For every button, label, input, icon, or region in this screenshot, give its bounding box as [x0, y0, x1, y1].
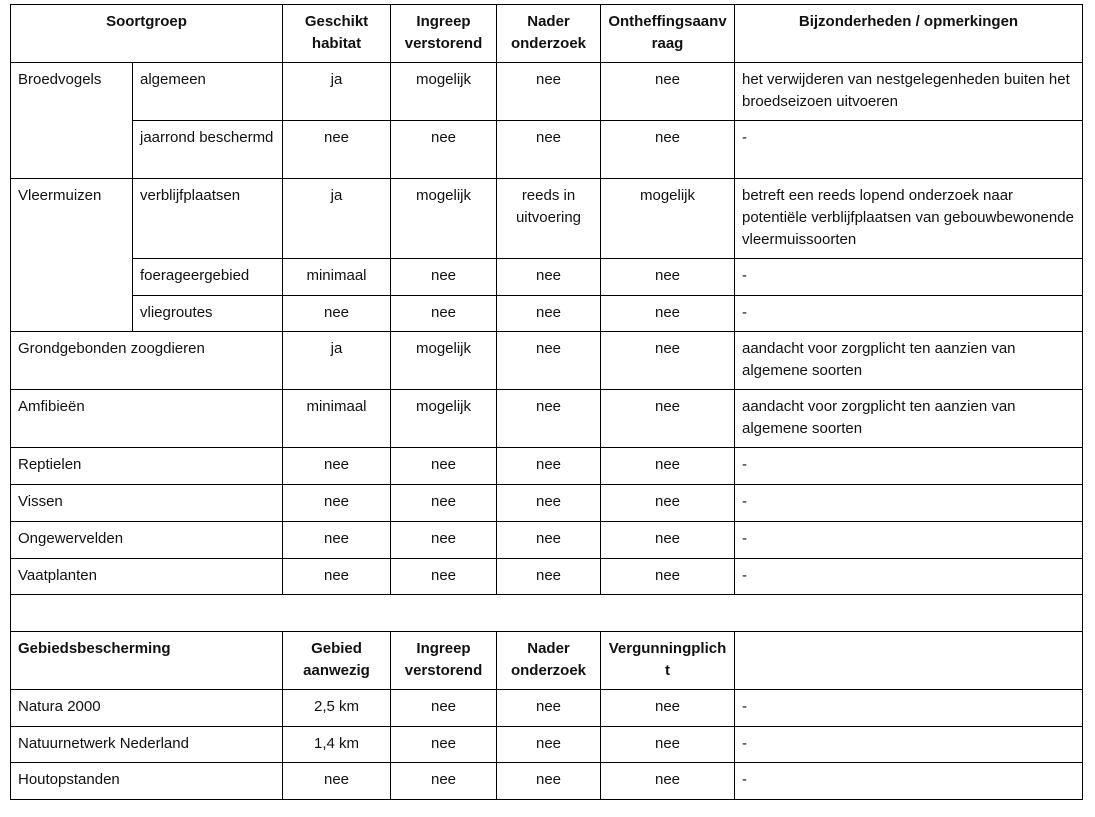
spacer-row [11, 595, 1083, 632]
cell-habitat: nee [283, 121, 391, 179]
cell-nader: nee [497, 727, 601, 763]
row-name: Vaatplanten [11, 559, 283, 595]
cell-ontheffing: nee [601, 448, 735, 485]
cell-nader: nee [497, 259, 601, 296]
header-row [11, 632, 1083, 690]
cell-ontheffing: nee [601, 522, 735, 559]
header-gebiedsbescherming: Gebiedsbescherming [11, 632, 283, 690]
header-nader-onderzoek: Nader onderzoek [497, 632, 601, 690]
row-name: Houtopstanden [11, 763, 283, 800]
table-row [11, 690, 1083, 727]
cell-ingreep: nee [391, 259, 497, 296]
group-name: Vleermuizen [11, 179, 133, 332]
cell-habitat: nee [283, 296, 391, 332]
cell-opmerking: aandacht voor zorgplicht ten aanzien van algemene soorten [735, 332, 1083, 390]
cell-nader: nee [497, 522, 601, 559]
cell-opmerking: - [735, 522, 1083, 559]
cell-ingreep: nee [391, 727, 497, 763]
cell-aanwezig: nee [283, 763, 391, 800]
cell-nader: nee [497, 485, 601, 522]
header-row [11, 5, 1083, 63]
cell-opmerking: - [735, 763, 1083, 800]
cell-ingreep: nee [391, 763, 497, 800]
cell-ingreep: mogelijk [391, 63, 497, 121]
table-row [11, 727, 1083, 763]
header-gebied-aanwezig: Gebied aanwezig [283, 632, 391, 690]
sub-name: algemeen [133, 63, 283, 121]
cell-ontheffing: nee [601, 559, 735, 595]
spacer-cell [11, 595, 1083, 632]
cell-opmerking: - [735, 690, 1083, 727]
header-nader-onderzoek: Nader onderzoek [497, 5, 601, 63]
table-row [11, 63, 1083, 121]
cell-habitat: ja [283, 179, 391, 259]
cell-nader: nee [497, 121, 601, 179]
table-row [11, 763, 1083, 800]
row-name: Natuurnetwerk Nederland [11, 727, 283, 763]
cell-ingreep: nee [391, 296, 497, 332]
cell-ingreep: mogelijk [391, 332, 497, 390]
table-row [11, 448, 1083, 485]
cell-opmerking: - [735, 448, 1083, 485]
cell-opmerking: - [735, 485, 1083, 522]
row-name: Vissen [11, 485, 283, 522]
cell-opmerking: - [735, 121, 1083, 179]
cell-ontheffing: nee [601, 485, 735, 522]
cell-ontheffing: nee [601, 296, 735, 332]
row-name: Ongewervelden [11, 522, 283, 559]
table-row [11, 485, 1083, 522]
cell-ingreep: nee [391, 485, 497, 522]
cell-opmerking: - [735, 296, 1083, 332]
cell-ingreep: nee [391, 448, 497, 485]
cell-ontheffing: nee [601, 121, 735, 179]
cell-habitat: ja [283, 332, 391, 390]
header-ingreep-verstorend: Ingreep verstorend [391, 632, 497, 690]
table-row [11, 296, 1083, 332]
row-name: Natura 2000 [11, 690, 283, 727]
cell-vergunning: nee [601, 763, 735, 800]
table-row [11, 390, 1083, 448]
table-row [11, 259, 1083, 296]
cell-ingreep: nee [391, 559, 497, 595]
species-protection-table [10, 4, 1083, 800]
sub-name: foerageergebied [133, 259, 283, 296]
row-name: Grondgebonden zoogdieren [11, 332, 283, 390]
cell-ontheffing: nee [601, 390, 735, 448]
table-row [11, 332, 1083, 390]
cell-vergunning: nee [601, 690, 735, 727]
cell-nader: nee [497, 296, 601, 332]
header-bijzonderheden: Bijzonderheden / opmerkingen [735, 5, 1083, 63]
table-row [11, 121, 1083, 179]
table-row [11, 522, 1083, 559]
cell-aanwezig: 1,4 km [283, 727, 391, 763]
header-geschikt-habitat: Geschikt habitat [283, 5, 391, 63]
sub-name: vliegroutes [133, 296, 283, 332]
cell-opmerking: - [735, 559, 1083, 595]
cell-opmerking: het verwijderen van nestgelegenheden buiten het broedseizoen uitvoeren [735, 63, 1083, 121]
cell-nader: nee [497, 448, 601, 485]
header-vergunningplicht: Vergunningplicht [601, 632, 735, 690]
cell-ontheffing: mogelijk [601, 179, 735, 259]
cell-ingreep: mogelijk [391, 179, 497, 259]
cell-ingreep: nee [391, 690, 497, 727]
cell-opmerking: betreft een reeds lopend onderzoek naar potentiële verblijfplaatsen van gebouwbewonende vleermuissoorten [735, 179, 1083, 259]
row-name: Reptielen [11, 448, 283, 485]
cell-habitat: nee [283, 559, 391, 595]
cell-opmerking: - [735, 727, 1083, 763]
cell-habitat: nee [283, 485, 391, 522]
group-name: Broedvogels [11, 63, 133, 179]
cell-aanwezig: 2,5 km [283, 690, 391, 727]
cell-nader: nee [497, 763, 601, 800]
cell-habitat: minimaal [283, 259, 391, 296]
cell-ingreep: mogelijk [391, 390, 497, 448]
header-ingreep-verstorend: Ingreep verstorend [391, 5, 497, 63]
cell-ingreep: nee [391, 522, 497, 559]
header-empty [735, 632, 1083, 690]
cell-vergunning: nee [601, 727, 735, 763]
table-row [11, 559, 1083, 595]
cell-nader: nee [497, 63, 601, 121]
cell-ingreep: nee [391, 121, 497, 179]
cell-nader: nee [497, 559, 601, 595]
cell-nader: nee [497, 332, 601, 390]
cell-nader: reeds in uitvoering [497, 179, 601, 259]
sub-name: jaarrond beschermd [133, 121, 283, 179]
row-name: Amfibieën [11, 390, 283, 448]
cell-opmerking: aandacht voor zorgplicht ten aanzien van algemene soorten [735, 390, 1083, 448]
cell-opmerking: - [735, 259, 1083, 296]
cell-nader: nee [497, 390, 601, 448]
cell-habitat: ja [283, 63, 391, 121]
table-row [11, 179, 1083, 259]
cell-ontheffing: nee [601, 259, 735, 296]
cell-habitat: nee [283, 448, 391, 485]
cell-habitat: nee [283, 522, 391, 559]
cell-ontheffing: nee [601, 332, 735, 390]
sub-name: verblijfplaatsen [133, 179, 283, 259]
cell-nader: nee [497, 690, 601, 727]
cell-ontheffing: nee [601, 63, 735, 121]
header-soortgroep: Soortgroep [11, 5, 283, 63]
cell-habitat: minimaal [283, 390, 391, 448]
header-ontheffingsaanvraag: Ontheffingsaanvraag [601, 5, 735, 63]
